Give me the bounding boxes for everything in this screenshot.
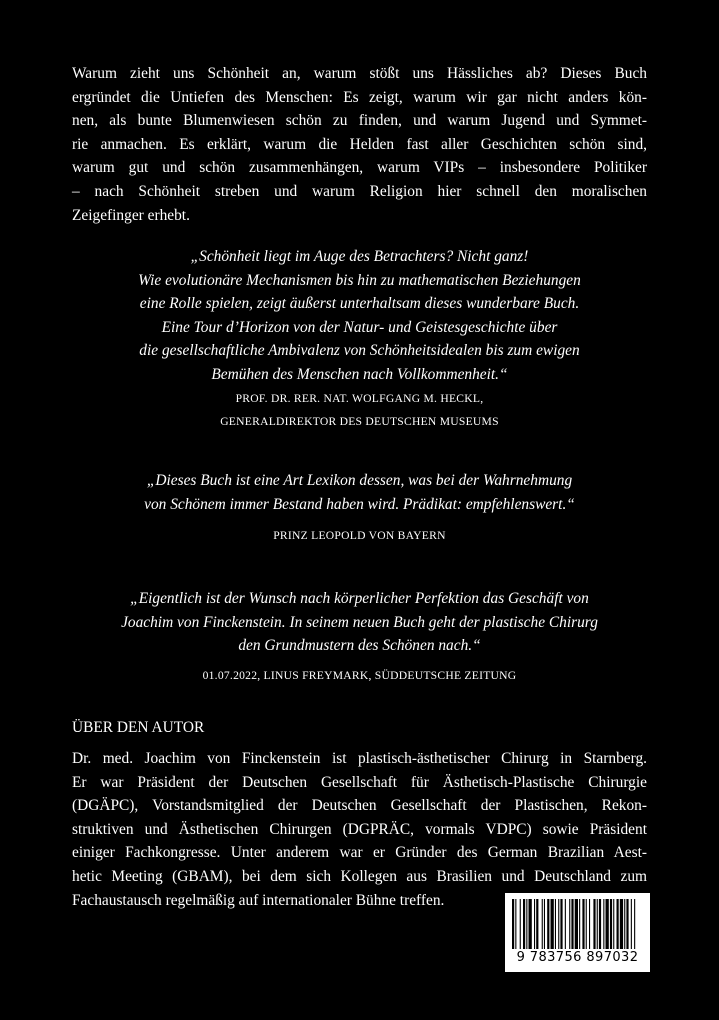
- blurb-line: ergründet die Untiefen des Menschen: Es zeigt, warum wir gar nicht anders kön-: [72, 88, 647, 106]
- blurb-line: – nach Schönheit streben und warum Religion hier schnell den moralischen: [72, 182, 647, 200]
- barcode-bar: [529, 899, 532, 949]
- quote-line: den Grundmustern des Schönen nach.“: [238, 637, 481, 655]
- attribution-line: GENERALDIREKTOR DES DEUTSCHEN MUSEUMS: [220, 414, 499, 428]
- barcode-bar: [571, 899, 573, 949]
- barcode-bar: [526, 899, 527, 949]
- barcode-bar: [542, 899, 543, 949]
- blurb-line: Warum zieht uns Schönheit an, warum stößt uns Hässliches ab? Dieses Buch: [72, 65, 647, 82]
- barcode-bar: [575, 899, 578, 949]
- testimonial-attribution: [72, 388, 647, 433]
- attribution-line: 01.07.2022, LINUS FREYMARK, SÜDDEUTSCHE ZEITUNG: [202, 669, 517, 682]
- author-bio-line: struktiven und Ästhetischen Chirurgen (DGPRÄC, vormals VDPC) sowie Präsident: [72, 820, 647, 838]
- barcode-bar: [620, 899, 623, 949]
- barcode-bar: [586, 899, 587, 949]
- barcode-bar: [603, 899, 604, 949]
- author-bio: [72, 747, 647, 912]
- quote-line: „Eigentlich ist der Wunsch nach körperlicher Perfektion das Geschäft von: [130, 590, 589, 607]
- quote-line: Wie evolutionäre Mechanismen bis hin zu mathematischen Beziehungen: [138, 271, 581, 289]
- barcode-bar: [523, 899, 525, 949]
- author-bio-line: Dr. med. Joachim von Finckenstein ist plastisch-ästhetischer Chirurg in Starnberg.: [72, 750, 647, 767]
- barcode-bar: [555, 899, 556, 949]
- barcode-bar: [634, 899, 635, 949]
- testimonial-attribution: [72, 665, 647, 688]
- barcode-bar: [565, 899, 566, 949]
- testimonial-quote: [72, 469, 647, 516]
- barcode-bar: [544, 899, 545, 949]
- author-bio-line: hetic Meeting (GBAM), bei dem sich Kollegen aus Brasilien und Deutschland zum: [72, 867, 647, 885]
- barcode-bar: [597, 899, 598, 949]
- barcode-digits: 9 783756 897032: [516, 950, 639, 965]
- barcode-bar: [617, 899, 619, 949]
- author-bio-line: (DGÄPC), Vorstandsmitglied der Deutschen Gesellschaft der Plastischen, Rekon-: [72, 797, 647, 815]
- author-heading: ÜBER DEN AUTOR: [72, 719, 205, 736]
- quote-line: Eine Tour d’Horizon von der Natur- und Geistesgeschichte über: [161, 318, 558, 336]
- attribution-line: PROF. DR. RER. NAT. WOLFGANG M. HECKL,: [235, 392, 484, 405]
- barcode-bar: [582, 899, 584, 949]
- quote-line: „Schönheit liegt im Auge des Betrachters? Nicht ganz!: [190, 248, 529, 265]
- barcode-bar: [626, 899, 628, 949]
- barcode-bar: [569, 899, 570, 949]
- barcode-bar: [551, 899, 554, 949]
- barcode-bar: [624, 899, 625, 949]
- barcode-bar: [589, 899, 590, 949]
- barcode-bar: [520, 899, 521, 949]
- quote-line: die gesellschaftliche Ambivalenz von Schönheitsidealen bis zum ewigen: [139, 342, 580, 360]
- blurb-line: nen, als bunte Blumenwiesen schön zu finden, und warum Jugend und Symmet-: [72, 112, 647, 130]
- barcode-bar: [613, 899, 614, 949]
- barcode-bar: [599, 899, 601, 949]
- barcode-bar: [547, 899, 549, 949]
- barcode-bar: [606, 899, 609, 949]
- testimonial-quote: [72, 245, 647, 387]
- isbn-barcode: [505, 893, 650, 972]
- blurb-line: warum gut und schön zusammenhängen, warum VIPs – insbesondere Politiker: [72, 159, 647, 177]
- blurb-paragraph: [72, 62, 647, 227]
- barcode-bar: [593, 899, 595, 949]
- barcode-bar: [560, 899, 562, 949]
- barcode-bars: [510, 899, 645, 949]
- barcode-bar: [534, 899, 535, 949]
- barcode-bar: [610, 899, 612, 949]
- barcode-bar: [536, 899, 538, 949]
- attribution-line: PRINZ LEOPOLD VON BAYERN: [273, 529, 446, 542]
- quote-line: Joachim von Finckenstein. In seinem neuen Buch geht der plastische Chirurg: [121, 613, 598, 631]
- testimonial-quote: [72, 587, 647, 658]
- author-bio-line: einiger Fachkongresse. Unter anderem war er Gründer des German Brazilian Aest-: [72, 844, 647, 862]
- barcode-bar: [558, 899, 559, 949]
- quote-line: „Dieses Buch ist eine Art Lexikon dessen, was bei der Wahrnehmung: [146, 472, 573, 489]
- quote-line: Bemühen des Menschen nach Vollkommenheit.“: [211, 365, 508, 383]
- author-bio-line: Er war Präsident der Deutschen Gesellschaft für Ästhetisch-Plastische Chirurgie: [72, 773, 647, 791]
- barcode-bar: [512, 899, 514, 949]
- barcode-bar: [579, 899, 580, 949]
- testimonial-attribution: [72, 525, 647, 548]
- author-bio-line: Fachaustausch regelmäßig auf internationaler Bühne treffen.: [72, 891, 445, 909]
- quote-line: eine Rolle spielen, zeigt äußerst unterhaltsam dieses wunderbare Buch.: [139, 295, 580, 313]
- barcode-bar: [515, 899, 516, 949]
- blurb-line: Zeigefinger erhebt.: [72, 206, 190, 224]
- quote-line: von Schönem immer Bestand haben wird. Prädikat: empfehlenswert.“: [144, 495, 575, 513]
- barcode-bar: [631, 899, 632, 949]
- blurb-line: rie anmachen. Es erklärt, warum die Helden fast aller Geschichten schön sind,: [72, 135, 647, 153]
